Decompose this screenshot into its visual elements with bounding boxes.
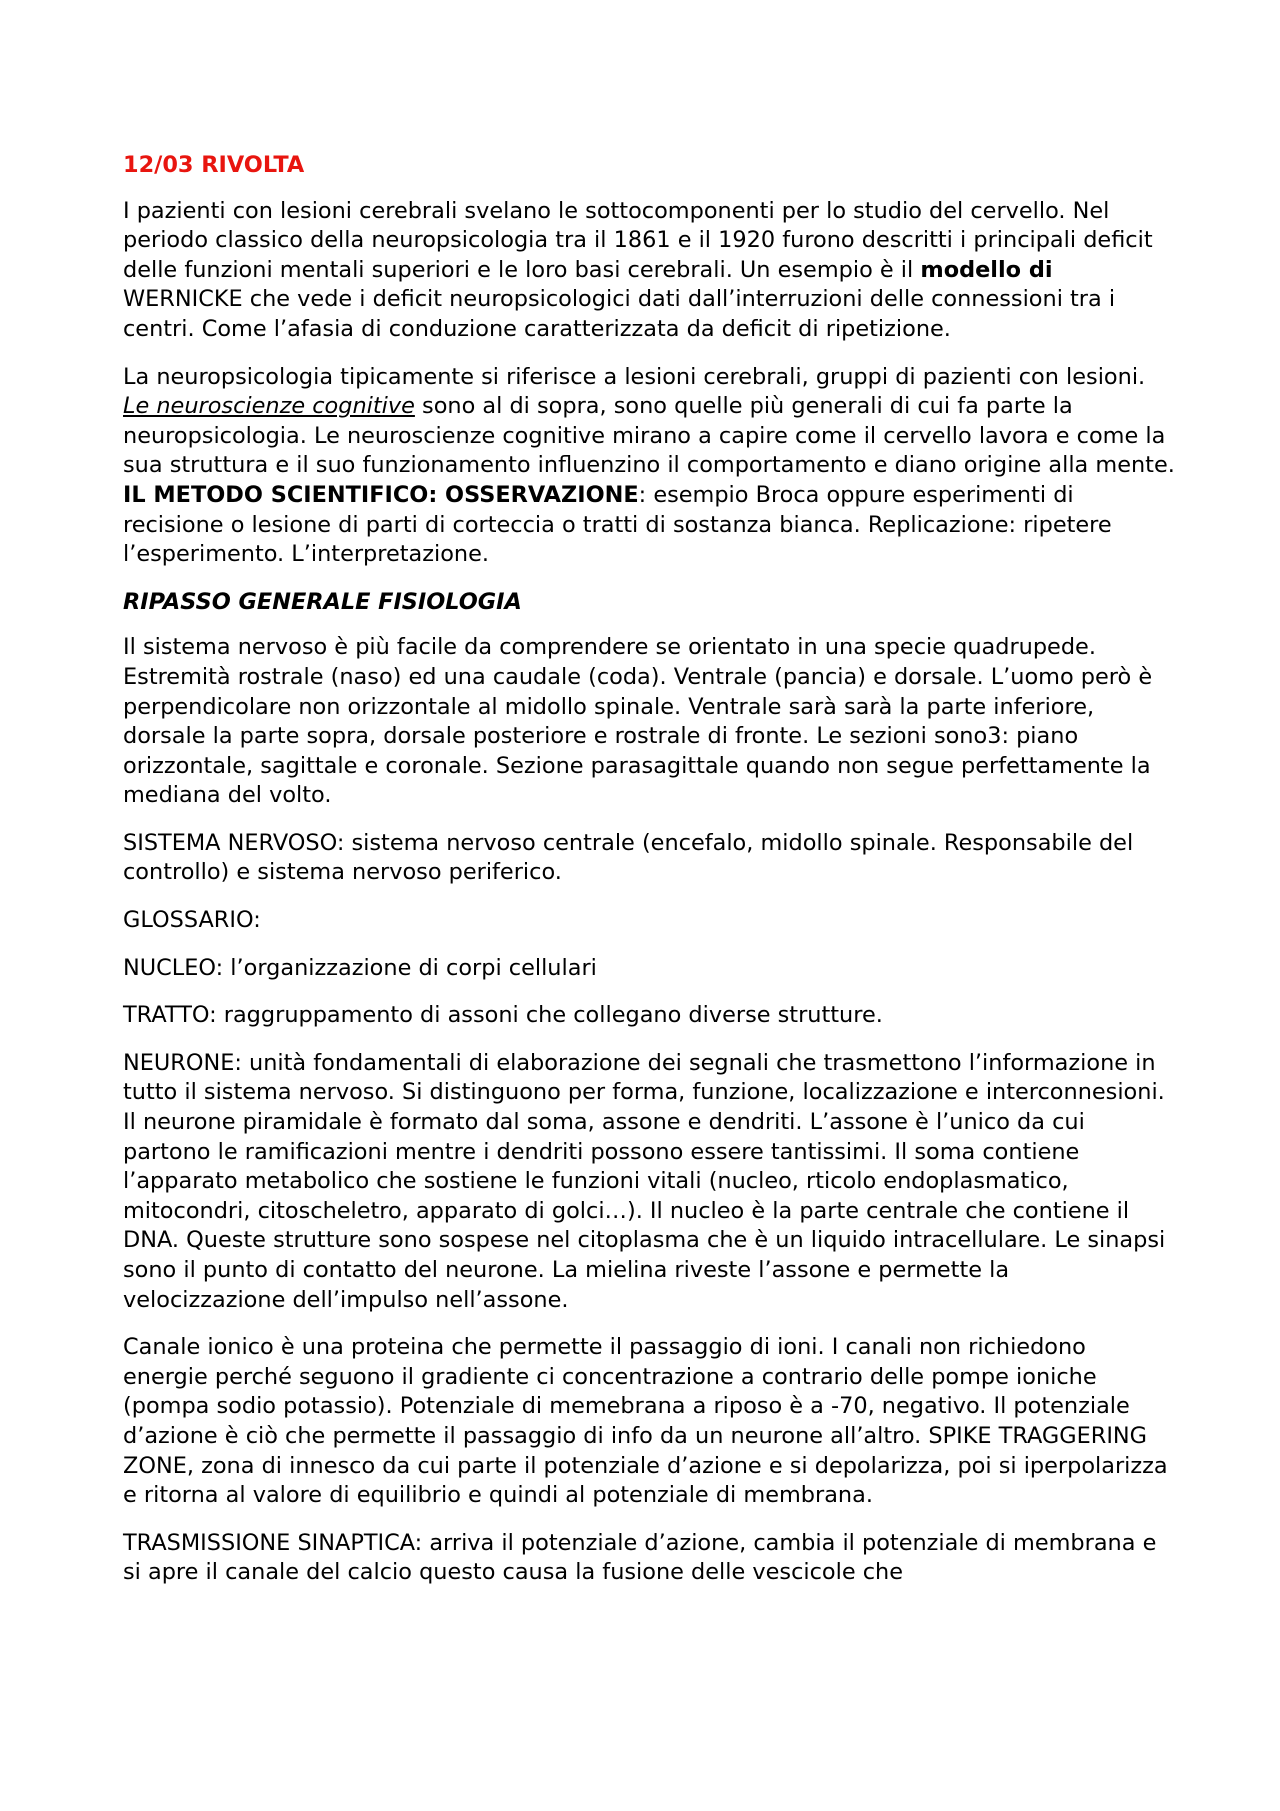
paragraph-text: I pazienti con lesioni cerebrali svelano le sottocomponenti per lo studio del cervello. Nel periodo classico della neuropsicologia tra il 1861 e il 1920 furono descritti i principali deficit delle funzioni mentali superiori e le loro basi cerebrali. Un esempio è il — [123, 197, 1153, 283]
bold-text: IL METODO SCIENTIFICO: OSSERVAZIONE — [123, 481, 639, 508]
paragraph-orientation: Il sistema nervoso è più facile da comprendere se orientato in una specie quadrupede. Estremità rostrale (naso) ed una caudale (coda). Ventrale (pancia) e dorsale. L’uomo però è perpendicolare non orizzontale al midollo spinale. Ventrale sarà sarà la parte inferiore, dorsale la parte sopra, dorsale posteriore e rostrale di fronte. Le sezioni sono3: piano orizzontale, sagittale e coronale. Sezione parasagittale quando non segue perfettamente la mediana del volto. — [123, 634, 1153, 809]
underlined-term: Le neuroscienze cognitive — [123, 393, 415, 420]
paragraph-synaptic-transmission: TRASMISSIONE SINAPTICA: arriva il potenziale d’azione, cambia il potenziale di membrana e si apre il canale del calcio questo causa la fusione delle vescicole che — [123, 1529, 1157, 1586]
glossary-nucleo: NUCLEO: l’organizzazione di corpi cellulari — [123, 954, 597, 981]
paragraph-text: WERNICKE che vede i deficit neuropsicologici dati dall’interruzioni delle connessioni tra i centri. Come l’afasia di conduzione caratterizzata da deficit di ripetizione. — [123, 286, 1116, 342]
paragraph-text: : esempio Broca oppure esperimenti di recisione o lesione di parti di corteccia o tratti di sostanza bianca. Replicazione: ripetere l’esperimento. L’interpretazione. — [123, 481, 1112, 568]
paragraph-ion-channel: Canale ionico è una proteina che permette il passaggio di ioni. I canali non richiedono energie perché seguono il gradiente ci concentrazione a contrario delle pompe ioniche (pompa sodio potassio). Potenziale di memebrana a riposo è a -70, negativo. Il potenziale d’azione è ciò che permette il passaggio di info da un neurone all’altro. SPIKE TRAGGERING ZONE, zona di innesco da cui parte il potenziale d’azione e si depolarizza, poi si iperpolarizza e ritorna al valore di equilibrio e quindi al potenziale di membrana. — [123, 1334, 1168, 1509]
glossary-heading: GLOSSARIO: — [123, 907, 261, 934]
paragraph-text: La neuropsicologia tipicamente si riferisce a lesioni cerebrali, gruppi di pazienti con lesioni. — [123, 363, 1146, 390]
paragraph-wernicke — [123, 197, 1175, 345]
glossary-tratto: TRATTO: raggruppamento di assoni che collegano diverse strutture. — [123, 1002, 883, 1029]
paragraph-nervous-system: SISTEMA NERVOSO: sistema nervoso centrale (encefalo, midollo spinale. Responsabile del controllo) e sistema nervoso periferico. — [123, 829, 1134, 886]
paragraph-neuroscience — [123, 363, 1175, 570]
document-page — [123, 151, 1175, 1606]
section-heading: RIPASSO GENERALE FISIOLOGIA — [123, 588, 522, 615]
paragraph-text: sono al di sopra, sono quelle più generali di cui fa parte la neuropsicologia. Le neuroscienze cognitive mirano a capire come il cervello lavora e come la sua struttura e il suo funzionamento influenzino il comportamento e diano origine alla mente. — [123, 393, 1175, 479]
glossary-neurone: NEURONE: unità fondamentali di elaborazione dei segnali che trasmettono l’informazione in tutto il sistema nervoso. Si distinguono per forma, funzione, localizzazione e interconnesioni. Il neurone piramidale è formato dal soma, assone e dendriti. L’assone è l’unico da cui partono le ramificazioni mentre i dendriti possono essere tantissimi. Il soma contiene l’apparato metabolico che sostiene le funzioni vitali (nucleo, rticolo endoplasmatico, mitocondri, citoscheletro, apparato di golci…). Il nucleo è la parte centrale che contiene il DNA. Queste strutture sono sospese nel citoplasma che è un liquido intracellulare. Le sinapsi sono il punto di contatto del neurone. La mielina riveste l’assone e permette la velocizzazione dell’impulso nell’assone. — [123, 1049, 1166, 1313]
bold-text: modello di — [920, 256, 1053, 283]
page-title: 12/03 RIVOLTA — [123, 152, 305, 178]
